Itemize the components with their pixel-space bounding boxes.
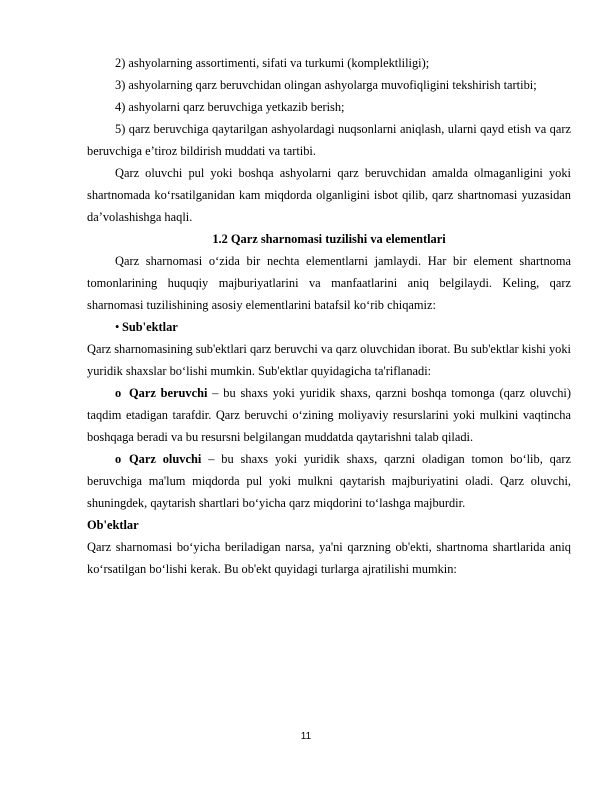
section-intro: Qarz sharnomasi o‘zida bir nechta elementlarni jamlaydi. Har bir element shartnoma tomonlarining huquqiy majburiyatlarini va manfaatlarini aniq belgilaydi. Keling, qarz sharnomasi tuzilishining asosiy elementlarini batafsil ko‘rib chiqamiz:: [87, 254, 571, 312]
list-item-3: 3) ashyolarning qarz beruvchidan olingan ashyolarga muvofiqligini tekshirish tartibi;: [115, 78, 537, 92]
subject-item-borrower: [87, 448, 571, 514]
lender-definition: – bu shaxs yoki yuridik shaxs, qarzni boshqa tomonga (qarz oluvchi) taqdim etadigan tarafdir. Qarz beruvchi o‘zining moliyaviy resurslarini yoki mulkini vaqtincha boshqaga beradi va bu resursni belgilangan muddatda qaytarishni talab qiladi.: [87, 386, 571, 444]
objects-heading: [87, 514, 571, 536]
circle-bullet-icon: o: [115, 386, 122, 400]
subjects-heading: [87, 316, 571, 338]
subject-item-lender: [87, 382, 571, 448]
bullet-icon: •: [115, 320, 120, 334]
section-title: 1.2 Qarz sharnomasi tuzilishi va elementlari: [212, 232, 446, 246]
paragraph-borrower-rights: Qarz oluvchi pul yoki boshqa ashyolarni qarz beruvchidan amalda olmaganligini yoki shartnomada ko‘rsatilganidan kam miqdorda olganligini isbot qilib, qarz shartnomasi yuzasidan da’volashishga haqli.: [87, 166, 571, 224]
borrower-term: Qarz oluvchi: [129, 452, 202, 466]
subjects-heading-text: Sub'ektlar: [122, 320, 178, 334]
page-content: [87, 52, 571, 580]
borrower-definition: – bu shaxs yoki yuridik shaxs, qarzni oladigan tomon bo‘lib, qarz beruvchiga ma'lum miqdorda pul yoki mulkni qaytarish majburiyatini oladi. Qarz oluvchi, shuningdek, qaytarish shartlari bo‘yicha qarz miqdorini to‘lashga majburdir.: [87, 452, 572, 510]
subjects-text: Qarz sharnomasining sub'ektlari qarz beruvchi va qarz oluvchidan iborat. Bu sub'ektlar kishi yoki yuridik shaxslar bo‘lishi mumkin. Sub'ektlar quyidagicha ta'riflanadi:: [87, 342, 571, 378]
lender-term: Qarz beruvchi: [129, 386, 208, 400]
circle-bullet-icon: o: [115, 452, 122, 466]
objects-heading-text: Ob'ektlar: [87, 518, 139, 532]
list-item-4: 4) ashyolarni qarz beruvchiga yetkazib berish;: [115, 100, 345, 114]
list-item-5: 5) qarz beruvchiga qaytarilgan ashyolardagi nuqsonlarni aniqlash, ularni qayd etish va qarz beruvchiga e’tiroz bildirish muddati va tartibi.: [87, 122, 571, 158]
list-item-2: 2) ashyolarning assortimenti, sifati va turkumi (komplektliligi);: [115, 56, 430, 70]
objects-text: Qarz sharnomasi bo‘yicha beriladigan narsa, ya'ni qarzning ob'ekti, shartnoma shartlarida aniq ko‘rsatilgan bo‘lishi kerak. Bu ob'ekt quyidagi turlarga ajratilishi mumkin:: [87, 540, 571, 576]
page-number: 11: [300, 731, 312, 742]
